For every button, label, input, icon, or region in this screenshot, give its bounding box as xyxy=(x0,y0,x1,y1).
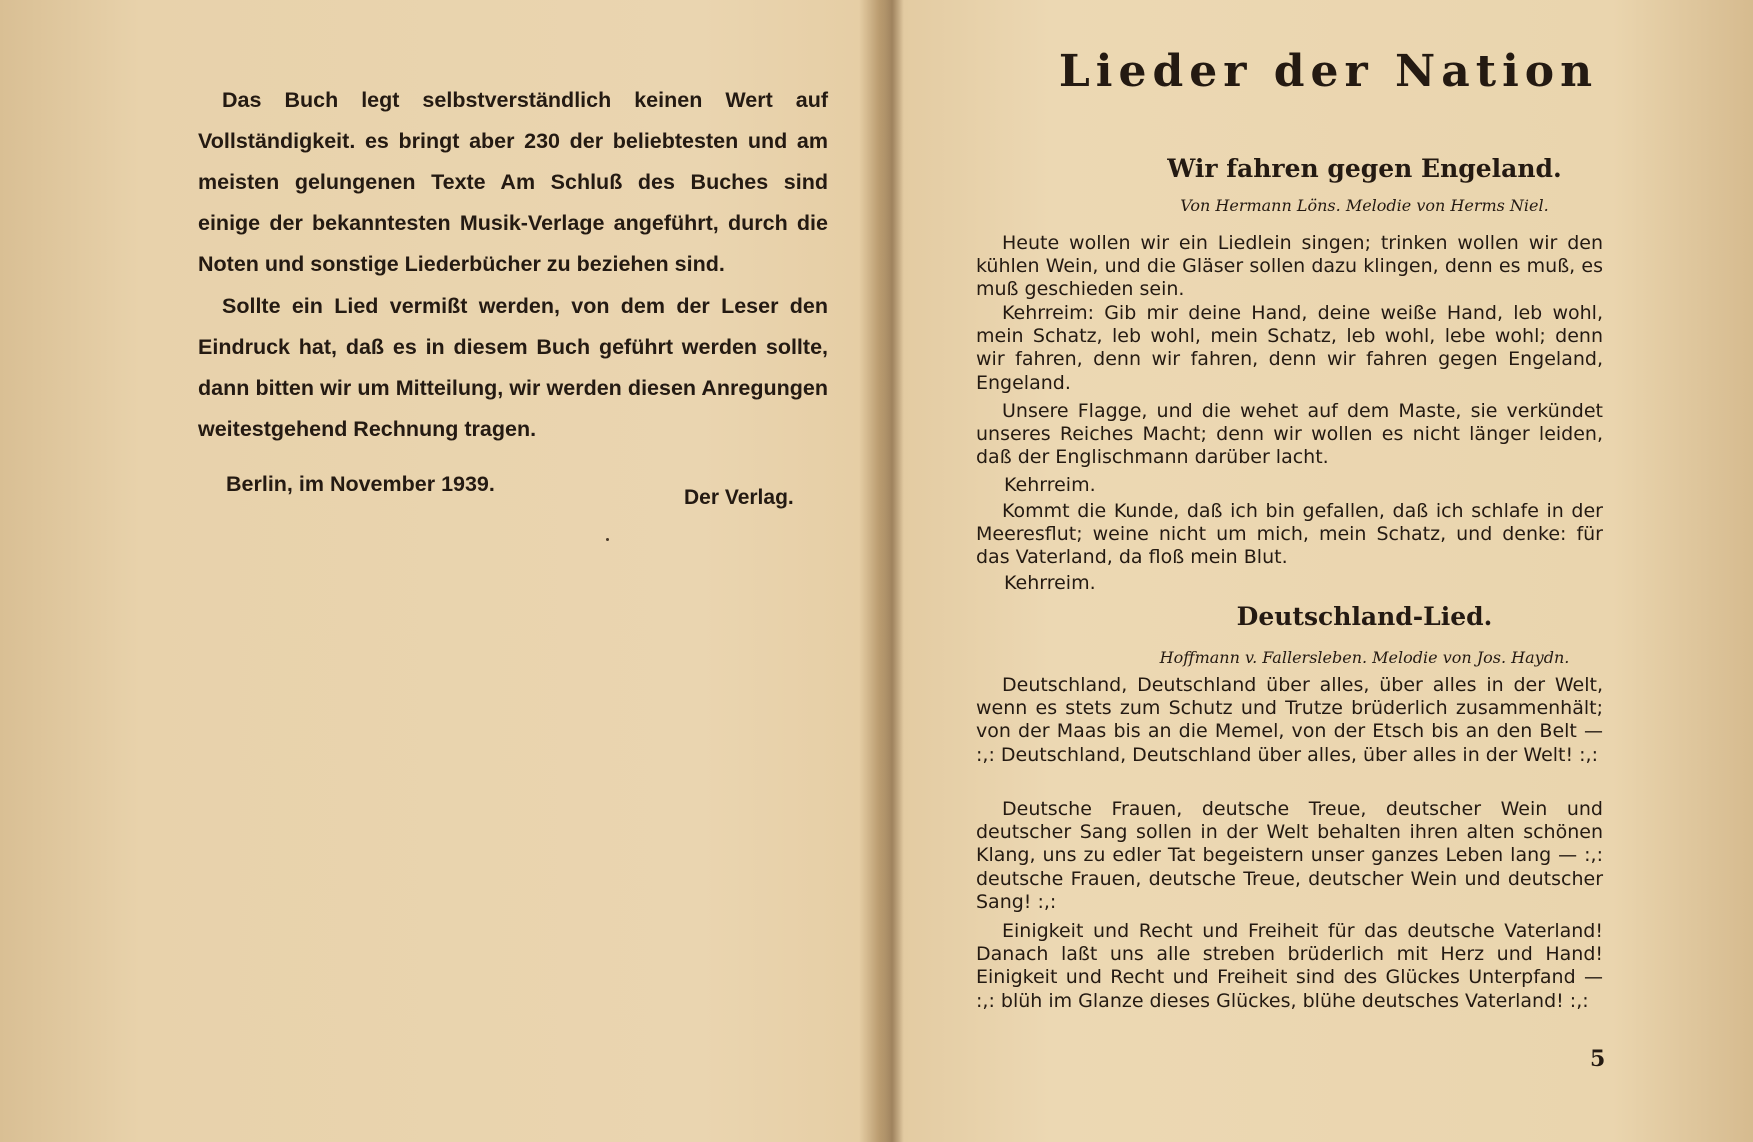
deutschlandlied-verse-1: Deutschland, Deutschland über alles, über alles in der Welt, wenn es stets zum Schutz und Trutze brüderlich zusammenhält; von der Maas bis an die Memel, von der Etsch bis an den Belt — :,: Deutschland, Deutschland über alles, über alles in der Welt! :,: xyxy=(976,674,1603,766)
book-gutter xyxy=(880,0,904,1142)
engeland-verse-2: Unsere Flagge, und die wehet auf dem Maste, sie verkündet unseres Reiches Macht; denn wir wollen es nicht länger leiden, daß der Englischmann darüber lacht. xyxy=(976,400,1603,469)
preface-paragraph-1: Das Buch legt selbstverständlich keinen Wert auf Vollständigkeit. es bringt aber 230 der beliebtesten und am meisten gelungenen Texte Am Schluß des Buches sind einige der bekanntesten Musik-Verlage angeführt, durch die Noten und sonstige Liederbücher zu beziehen sind. xyxy=(198,88,828,276)
engeland-refrain-2: Kehrreim. xyxy=(1004,572,1096,594)
deutschlandlied-verse-2: Deutsche Frauen, deutsche Treue, deutscher Wein und deutscher Sang sollen in der Welt behalten ihren alten schönen Klang, uns zu edler Tat begeistern unser ganzes Leben lang — :,: deutsche Frauen, deutsche Treue, deutscher Wein und deutscher Sang! :,: xyxy=(976,798,1603,913)
preface-paragraph-2: Sollte ein Lied vermißt werden, von dem der Leser den Eindruck hat, daß es in diesem Buch geführt werden sollte, dann bitten wir um Mitteilung, wir werden diesen Anregungen weitestgehend Rechnung tragen. xyxy=(198,294,828,441)
deutschlandlied-verse-3: Einigkeit und Recht und Freiheit für das deutsche Vaterland! Danach laßt uns alle streben brüderlich mit Herz und Hand! Einigkeit und Recht und Freiheit sind des Glückes Unterpfand — :,: blüh im Glanze dieses Glückes, blühe deutsches Vaterland! :,: xyxy=(976,920,1603,1012)
engeland-refrain-1: Kehrreim. xyxy=(1004,474,1096,496)
page-number: 5 xyxy=(1590,1046,1606,1072)
right-page xyxy=(904,0,1753,1142)
engeland-verse-3: Kommt die Kunde, daß ich bin gefallen, daß ich schlafe in der Meeresflut; weine nicht um mich, mein Schatz, und denke: für das Vaterland, da floß mein Blut. xyxy=(976,500,1603,569)
page-title: Lieder der Nation xyxy=(1058,46,1599,97)
song-title-deutschlandlied: Deutschland-Lied. xyxy=(1236,602,1493,631)
song-byline-deutschlandlied: Hoffmann v. Fallersleben. Melodie von Jos. Haydn. xyxy=(1159,648,1570,667)
song-byline-engeland: Von Hermann Löns. Melodie von Herms Niel. xyxy=(1180,196,1549,215)
engeland-verse-1: Heute wollen wir ein Liedlein singen; trinken wollen wir den kühlen Wein, und die Gläser sollen dazu klingen, denn es muß, es muß geschieden sein. xyxy=(976,232,1603,301)
song-title-engeland: Wir fahren gegen Engeland. xyxy=(1167,154,1562,183)
publisher-signature: Der Verlag. xyxy=(684,486,794,509)
place-date: Berlin, im November 1939. xyxy=(226,472,495,496)
engeland-chorus: Kehrreim: Gib mir deine Hand, deine weiße Hand, leb wohl, mein Schatz, leb wohl, mein Schatz, leb wohl, lebe wohl; denn wir fahren, denn wir fahren, denn wir fahren gegen Engeland, Engeland. xyxy=(976,302,1603,394)
paper-speck xyxy=(606,538,609,541)
